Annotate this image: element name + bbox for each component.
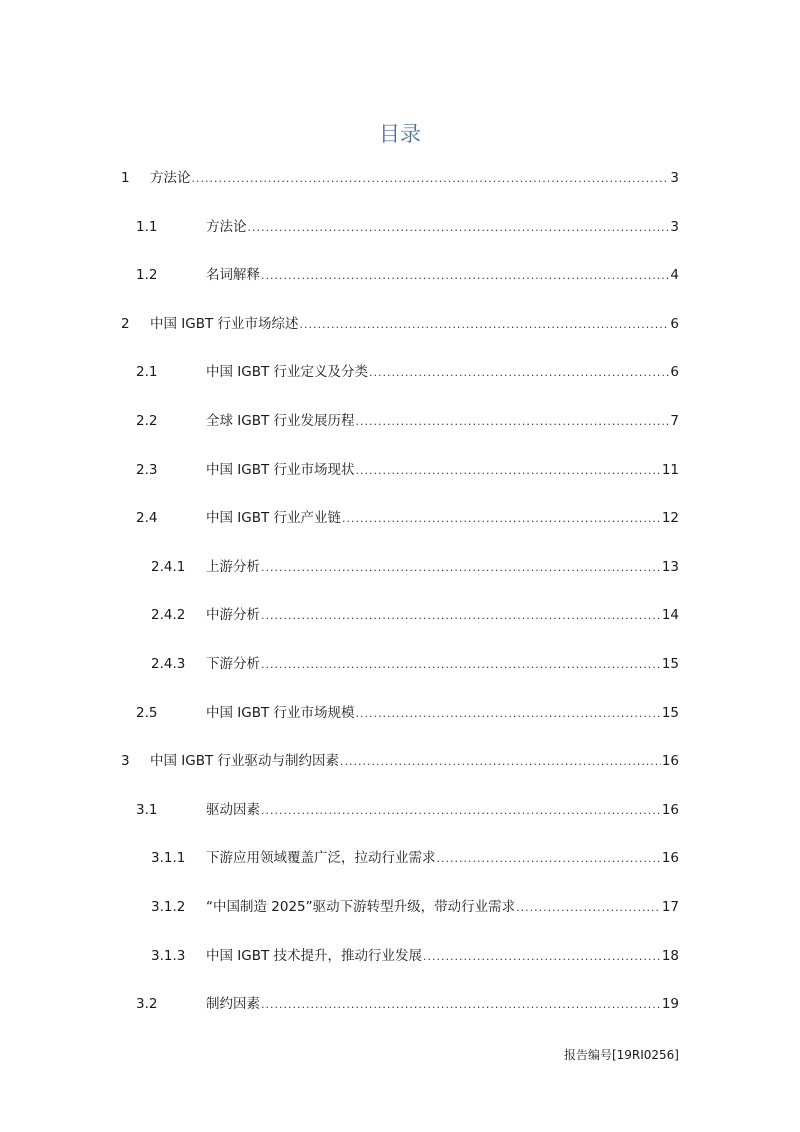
toc-entry-number: 2.4.2	[151, 607, 186, 624]
toc-entry-label: 名词解释	[206, 267, 260, 284]
toc-entry-line	[206, 362, 679, 383]
toc-entry-line	[206, 897, 679, 918]
toc-entry-line	[206, 946, 679, 967]
toc-entry-line	[206, 460, 679, 481]
toc-entry-page: 12	[661, 510, 679, 527]
toc-entry-label: 方法论	[206, 218, 247, 235]
toc-entry-page: 14	[661, 607, 679, 624]
toc-entry-line	[206, 217, 679, 238]
toc-entry-page: 3	[670, 218, 679, 235]
report-id: 报告编号[19RI0256]	[563, 1048, 679, 1062]
toc-entry-page: 19	[661, 996, 679, 1013]
toc-entry-page: 16	[661, 850, 679, 867]
toc-entry[interactable]	[0, 557, 800, 577]
toc-entry-label: 下游应用领域覆盖广泛，拉动行业需求	[206, 850, 436, 867]
dot-leader	[356, 703, 661, 724]
dot-leader	[261, 994, 661, 1015]
toc-entry-line	[206, 605, 679, 626]
dot-leader	[300, 314, 670, 335]
toc-entry-label: 中国 IGBT 行业驱动与制约因素	[150, 753, 340, 770]
dot-leader	[261, 265, 669, 286]
dot-leader	[248, 217, 670, 238]
toc-entry-label: 驱动因素	[206, 801, 260, 818]
toc-entry-number: 2.1	[136, 364, 158, 381]
toc-entry[interactable]	[0, 800, 800, 820]
dot-leader	[261, 605, 661, 626]
toc-entry-number: 3.2	[136, 996, 158, 1013]
toc-entry[interactable]	[0, 217, 800, 237]
toc-entry-line	[150, 168, 679, 189]
dot-leader	[192, 168, 670, 189]
toc-entry-number: 3.1.3	[151, 947, 186, 964]
dot-leader	[356, 460, 661, 481]
toc-entry-label: 上游分析	[206, 558, 260, 575]
toc-entry[interactable]	[0, 411, 800, 431]
toc-entry-page: 6	[670, 364, 679, 381]
toc-entry-line	[206, 557, 679, 578]
toc-entry-line	[206, 800, 679, 821]
toc-entry[interactable]	[0, 946, 800, 966]
toc-entry[interactable]	[0, 508, 800, 528]
toc-entry-number: 3.1	[136, 801, 158, 818]
toc-entry-label: 中国 IGBT 行业产业链	[206, 510, 342, 527]
toc-entry-page: 16	[661, 801, 679, 818]
toc-entry[interactable]	[0, 848, 800, 868]
toc-entry-page: 11	[661, 461, 679, 478]
toc-entry-label: 下游分析	[206, 656, 260, 672]
toc-entry-page: 4	[670, 267, 679, 284]
toc-entry-number: 3.1.2	[151, 899, 186, 915]
dot-leader	[261, 557, 661, 578]
toc-entry-number: 1.1	[136, 218, 158, 235]
toc-entry-page: 15	[661, 656, 679, 672]
toc-entry-label: 中国 IGBT 技术提升，推动行业发展	[206, 947, 423, 964]
toc-entry-label: “中国制造 2025”驱动下游转型升级，带动行业需求	[206, 899, 516, 915]
toc-entry-page: 17	[661, 899, 679, 915]
toc-entry-page: 13	[661, 558, 679, 575]
toc-entry-number: 2.4.1	[151, 558, 186, 575]
toc-entry-line	[206, 848, 679, 869]
toc-entry[interactable]	[0, 314, 800, 334]
toc-entry-line	[206, 654, 679, 675]
toc-entry-line	[206, 703, 679, 724]
toc-entry-line	[206, 994, 679, 1015]
toc-entry[interactable]	[0, 703, 800, 723]
toc-entry-line	[150, 751, 679, 772]
toc-entry-label: 中国 IGBT 行业市场现状	[206, 461, 355, 478]
toc-entry-number: 2.5	[136, 704, 158, 721]
toc-entry[interactable]	[0, 265, 800, 285]
toc-entry[interactable]	[0, 994, 800, 1014]
dot-leader	[261, 800, 661, 821]
toc-entry-label: 全球 IGBT 行业发展历程	[206, 413, 355, 429]
toc-entry-number: 3	[121, 753, 130, 770]
toc-entry-label: 方法论	[150, 170, 191, 186]
toc-entry[interactable]	[0, 362, 800, 382]
dot-leader	[340, 751, 661, 772]
toc-entry-number: 1	[121, 170, 130, 186]
toc-entry[interactable]	[0, 605, 800, 625]
toc-entry-line	[206, 411, 679, 432]
dot-leader	[437, 848, 661, 869]
dot-leader	[423, 946, 661, 967]
toc-entry[interactable]	[0, 751, 800, 771]
dot-leader	[356, 411, 670, 432]
toc-entry-number: 2.4	[136, 510, 158, 527]
dot-leader	[516, 897, 661, 918]
toc-entry-label: 中国 IGBT 行业定义及分类	[206, 364, 369, 381]
toc-entry-label: 中国 IGBT 行业市场综述	[150, 315, 299, 332]
toc-entry[interactable]	[0, 168, 800, 188]
toc-entry-number: 2.3	[136, 461, 158, 478]
dot-leader	[261, 654, 661, 675]
toc-entry-number: 2	[121, 315, 130, 332]
toc-title: 目录	[379, 122, 421, 146]
toc-entry-number: 1.2	[136, 267, 158, 284]
toc-entry-label: 中游分析	[206, 607, 260, 624]
toc-entry[interactable]	[0, 460, 800, 480]
toc-entry-page: 3	[670, 170, 679, 186]
dot-leader	[369, 362, 669, 383]
toc-entry-page: 16	[661, 753, 679, 770]
toc-entry-page: 6	[670, 315, 679, 332]
toc-entry-page: 18	[661, 947, 679, 964]
dot-leader	[342, 508, 661, 529]
toc-entry[interactable]	[0, 897, 800, 917]
toc-entry-label: 中国 IGBT 行业市场规模	[206, 704, 355, 721]
toc-entry[interactable]	[0, 654, 800, 674]
toc-entry-number: 3.1.1	[151, 850, 186, 867]
toc-entry-line	[206, 265, 679, 286]
toc-entry-line	[150, 314, 679, 335]
toc-entry-number: 2.2	[136, 413, 158, 429]
toc-entry-page: 15	[661, 704, 679, 721]
toc-entry-line	[206, 508, 679, 529]
toc-entry-page: 7	[670, 413, 679, 429]
toc-entry-number: 2.4.3	[151, 656, 186, 672]
toc-entry-label: 制约因素	[206, 996, 260, 1013]
